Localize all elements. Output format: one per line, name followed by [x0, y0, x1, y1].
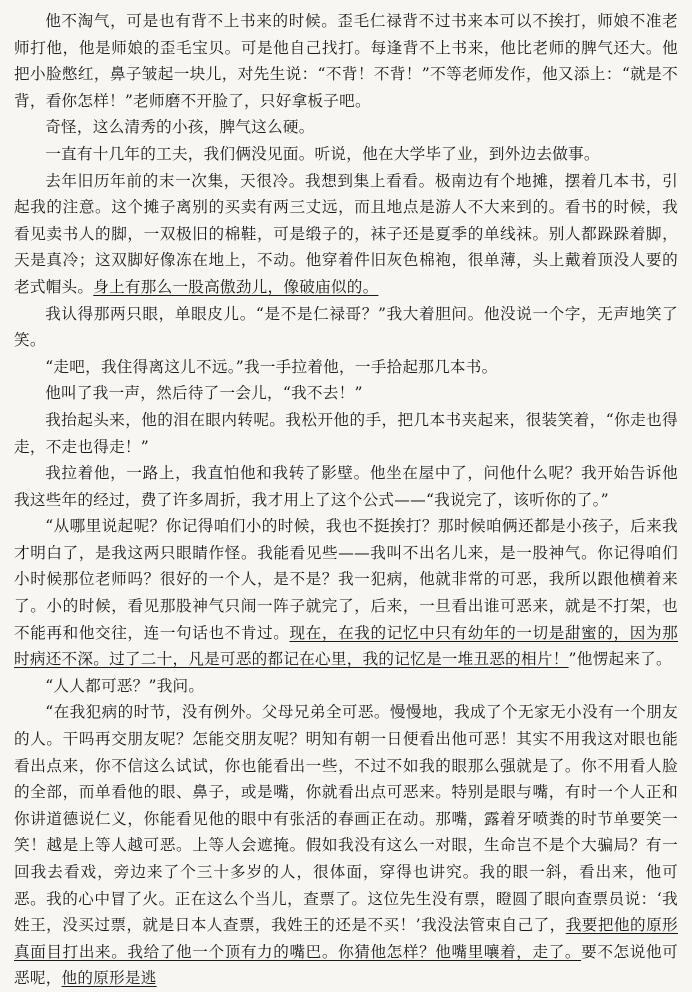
paragraph: [14, 380, 678, 407]
text-segment: ”他愣起来了。: [568, 650, 672, 669]
paragraph: [14, 460, 678, 513]
underlined-text: 我要把他的原形真面目打出来。我给了他一个顶有力的嘴巴。你猜他怎样？他嘴里嚷着，走了。: [14, 916, 678, 961]
underlined-text: 现在，在我的记忆中只有幼年的一切是甜蜜的，因为那时病还不深。过了二十，凡是可恶的都记在心里，我的记忆是一堆丑恶的相片！: [14, 623, 678, 669]
text-segment: 他叫了我一声，然后待了一会儿，“我不去！”: [45, 384, 363, 403]
text-segment: 我认得那两只眼，单眼皮儿。“是不是仁禄哥？”我大着胆问。他没说一个字，无声地笑了笑。: [14, 304, 678, 350]
text-segment: “走吧，我住得离这儿不远。”我一手拉着他，一手拾起那几本书。: [45, 357, 498, 376]
text-segment: 我抬起头来，他的泪在眼内转呢。我松开他的手，把几本书夹起来，很装笑着，“你走也得走，不走也得走！”: [14, 410, 678, 456]
paragraph: [14, 407, 678, 460]
paragraph: [14, 513, 678, 673]
text-segment: “从哪里说起呢？你记得咱们小的时候，我也不挺挨打？那时候咱俩还都是小孩子，后来我才明白了，是我这两只眼睛作怪。我能看见些——我叫不出名儿来，是一股神气。你记得咱们小时候那位老师吗？很好的一个人，是不是？我一犯病，他就非常的可恶，我所以跟他横着来了。小的时候，看见那股神气只闹一阵子就完了，后来，一旦看出谁可恶来，就是不打架，也不能再和他交往，连一句话也不肯过。: [14, 517, 678, 642]
paragraph: [14, 673, 678, 700]
text-segment: 我拉着他，一路上，我直怕他和我转了影壁。他坐在屋中了，问他什么呢？我开始告诉他我这些年的经过，费了许多周折，我才用上了这个公式——“我说完了，该听你的了。”: [14, 464, 678, 509]
underlined-text: 身上有那么一股高傲劲儿，像破庙似的。: [93, 277, 379, 296]
text-segment: “人人都可恶？”我问。: [45, 676, 205, 695]
paragraph: [14, 141, 678, 168]
paragraph: [14, 8, 678, 114]
paragraph: [14, 699, 678, 992]
paragraph: [14, 168, 678, 301]
text-segment: 一直有十几年的工夫，我们俩没见面。听说，他在大学毕了业，到外边去做事。: [45, 144, 600, 163]
text-segment: 要不怎说他可恶呢，: [14, 942, 678, 988]
text-segment: 去年旧历年前的末一次集，天很冷。我想到集上看看。极南边有个地摊，摆着几本书，引起我的注意。这个摊子离别的买卖有两三丈远，而且地点是游人不大来到的。看书的时候，我看见卖书人的脚，一双极旧的棉鞋，可是缎子的，袜子还是夏季的单线袜。别人都跺跺着脚，天是真冷；这双脚好像冻在地上，不动。他穿着件旧灰色棉袍，很单薄，头上戴着顶没人要的老式帽头。: [14, 171, 678, 296]
text-segment: “在我犯病的时节，没有例外。父母兄弟全可恶。慢慢地，我成了个无家无小没有一个朋友的人。干吗再交朋友呢？怎能交朋友呢？明知有朝一日便看出他可恶！其实不用我这对眼也能看出点来，你不信这么试试，你也能看出一些，不过不如我的眼那么强就是了。你不用看人脸的全部，而单看他的眼、鼻子，或是嘴，你就看出点可恶来。特别是眼与嘴，有时一个人正和你讲道德说仁义，你能看见他的眼中有张活的春画正在动。那嘴，露着牙喷粪的时节单要笑一笑！越是上等人越可恶。上等人会遮掩。假如我没有这么一对眼，生命岂不是个大骗局？有一回我去看戏，旁边来了个三十多岁的人，很体面，穿得也讲究。我的眼一斜，看出来，他可恶。我的心中冒了火。正在这么个当儿，查票了。这位先生没有票，瞪圆了眼向查票员说：‘我姓王，没买过票，就是日本人查票，我姓王的还是不买！’我没法管束自己了，: [14, 703, 678, 935]
paragraph: [14, 354, 678, 381]
text-segment: 奇怪，这么清秀的小孩，脾气这么硬。: [45, 118, 315, 137]
paragraph: [14, 114, 678, 141]
underlined-text: 他的原形是逃: [61, 969, 157, 988]
paragraph: [14, 301, 678, 354]
text-segment: 他不淘气，可是也有背不上书来的时候。歪毛仁禄背不过书来本可以不挨打，师娘不准老师打他，他是师娘的歪毛宝贝。可是他自己找打。每逢背不上书来，他比老师的脾气还大。他把小脸憋红，鼻子皱起一块儿，对先生说：“不背！不背！”不等老师发作，他又添上：“就是不背，看你怎样！”老师磨不开脸了，只好拿板子吧。: [14, 12, 678, 110]
